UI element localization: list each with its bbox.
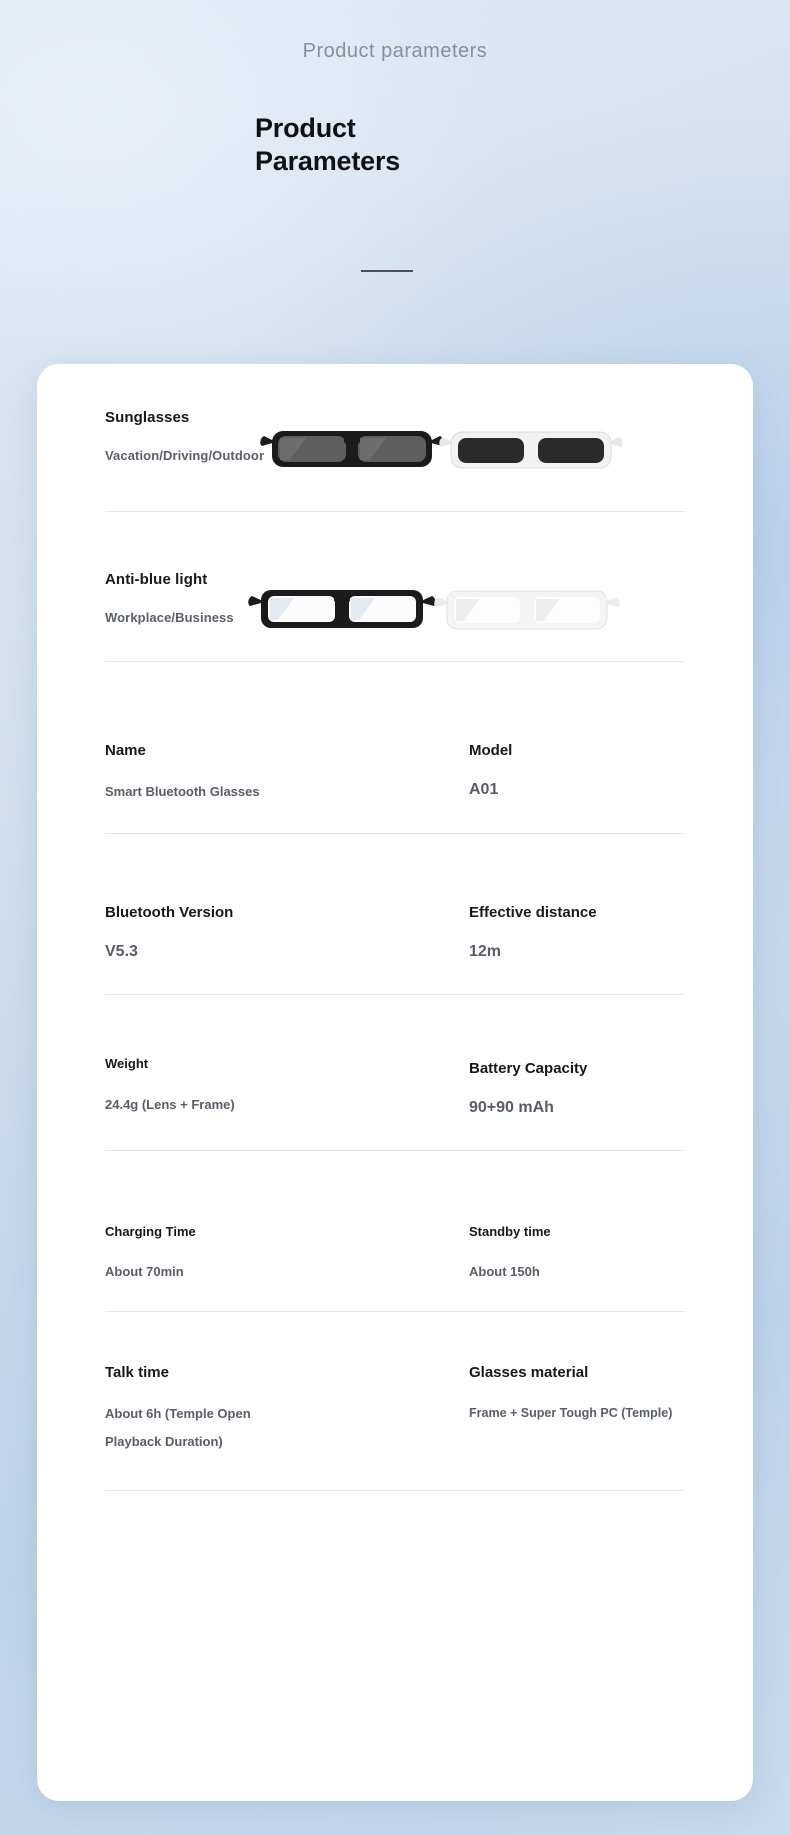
- spec-label: Talk time: [105, 1364, 169, 1381]
- page-title-line-2: Parameters: [255, 146, 401, 176]
- white-sunglasses-image: [437, 424, 625, 482]
- spec-value: 24.4g (Lens + Frame): [105, 1097, 235, 1112]
- product-row-subtitle: Vacation/Driving/Outdoor: [105, 448, 265, 463]
- product-row-subtitle: Workplace/Business: [105, 610, 234, 625]
- row-divider-1: [105, 511, 685, 512]
- row-divider-5: [105, 1150, 685, 1151]
- spec-value: About 150h: [469, 1264, 540, 1279]
- black-anti-blue-light-glasses-image: [244, 580, 440, 642]
- spec-value: About 6h (Temple Open: [105, 1406, 251, 1421]
- spec-label: Bluetooth Version: [105, 904, 234, 921]
- row-divider-7: [105, 1490, 685, 1491]
- spec-value: A01: [469, 781, 499, 798]
- white-anti-blue-light-glasses-image: [431, 582, 623, 642]
- row-divider-2: [105, 661, 685, 662]
- product-row-title: Anti-blue light: [105, 571, 208, 588]
- spec-value: Smart Bluetooth Glasses: [105, 784, 260, 799]
- spec-value: 90+90 mAh: [469, 1099, 554, 1116]
- spec-value: Frame + Super Tough PC (Temple): [469, 1406, 673, 1420]
- parameters-card: [37, 364, 753, 1801]
- spec-label: Model: [469, 742, 513, 759]
- spec-label: Weight: [105, 1056, 149, 1071]
- spec-row-bluetooth-distance: [105, 904, 685, 976]
- product-row-title: Sunglasses: [105, 409, 190, 426]
- spec-row-charging-standby: [105, 1224, 685, 1294]
- spec-label: Effective distance: [469, 904, 597, 921]
- spec-value: V5.3: [105, 943, 138, 960]
- row-divider-4: [105, 994, 685, 995]
- spec-label: Standby time: [469, 1224, 551, 1239]
- eyebrow-label: Product parameters: [302, 40, 488, 62]
- spec-value-line-2: Playback Duration): [105, 1434, 223, 1449]
- spec-row-weight-battery: [105, 1056, 685, 1136]
- row-divider-6: [105, 1311, 685, 1312]
- spec-value: About 70min: [105, 1264, 184, 1279]
- spec-row-talktime-material: [105, 1364, 685, 1464]
- row-divider-3: [105, 833, 685, 834]
- page-title: [255, 112, 555, 178]
- spec-label: Glasses material: [469, 1364, 589, 1381]
- spec-value: 12m: [469, 943, 502, 960]
- title-divider: [361, 270, 413, 272]
- spec-label: Charging Time: [105, 1224, 196, 1239]
- spec-label: Battery Capacity: [469, 1060, 588, 1077]
- spec-row-name-model: [105, 742, 685, 814]
- black-sunglasses-image: [256, 422, 448, 482]
- page-title-line-1: Product: [255, 113, 356, 143]
- spec-label: Name: [105, 742, 146, 759]
